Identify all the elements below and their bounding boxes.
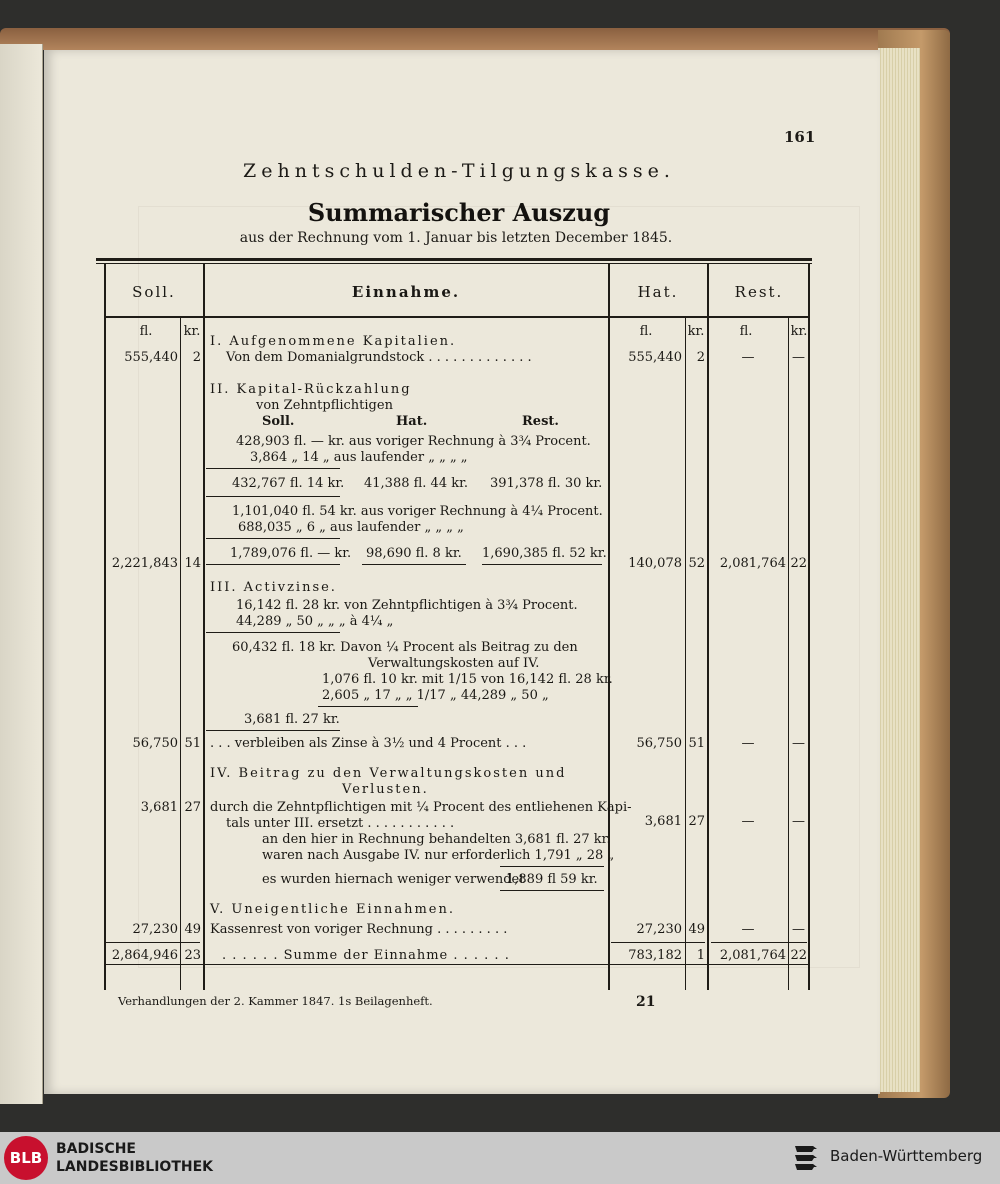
s4-line-5a: es wurden hiernach weniger verwendet xyxy=(262,872,525,887)
s2-col-rest: Rest. xyxy=(522,414,559,429)
library-name-line-1: BADISCHE xyxy=(56,1141,136,1157)
s4-rest-kr: — xyxy=(792,814,805,829)
rule-left xyxy=(104,264,106,990)
s2-sum1-rest: 391,378 fl. 30 kr. xyxy=(490,476,603,491)
section-5-heading: V. Uneigentliche Einnahmen. xyxy=(210,902,456,917)
s2-rest-fl: 2,081,764 xyxy=(719,556,786,571)
hat-kr-label: kr. xyxy=(687,324,705,339)
s2-rest-kr: 22 xyxy=(790,556,807,571)
s1-rest: — xyxy=(741,350,755,365)
soll-fl-label: fl. xyxy=(139,324,153,339)
page-subtitle: aus der Rechnung vom 1. Januar bis letzten December 1845. xyxy=(239,230,673,246)
s3-line-7: . . . verbleiben als Zinse à 3½ und 4 Procent . . . xyxy=(210,736,527,751)
rule-rest-kr xyxy=(788,318,789,990)
s3-line-6: 3,681 fl. 27 kr. xyxy=(244,712,340,727)
section-1-text: Von dem Domanialgrundstock . . . . . . . . . . . . . xyxy=(226,350,532,365)
s2-line-2: 3,864 „ 14 „ aus laufender „ „ „ „ xyxy=(250,450,468,465)
s3-line-2: 44,289 „ 50 „ „ „ à 4¼ „ xyxy=(236,614,394,629)
section-2-sub: von Zehntpflichtigen xyxy=(256,398,393,413)
s2-line-1: 428,903 fl. — kr. aus voriger Rechnung à 3¾ Procent. xyxy=(236,434,591,449)
s2-col-hat: Hat. xyxy=(396,414,428,429)
kasse-heading: Zehntschulden-Tilgungskasse. xyxy=(243,160,675,182)
s1-hat-kr: 2 xyxy=(696,350,705,365)
s4-hat-fl: 3,681 xyxy=(644,814,682,829)
rest-sum-rule xyxy=(711,942,807,943)
s5-soll-kr: 49 xyxy=(184,922,201,937)
s5-soll-fl: 27,230 xyxy=(132,922,178,937)
s2-col-soll: Soll. xyxy=(262,414,295,429)
header-rest: Rest. xyxy=(734,283,784,301)
branding-bar xyxy=(0,1132,1000,1184)
s3-line-4: 1,076 fl. 10 kr. mit 1/15 von 16,142 fl. 28 kr. xyxy=(322,672,613,687)
rule-right xyxy=(808,264,810,990)
rule-hat-right xyxy=(707,264,709,990)
s4-line-2: tals unter III. ersetzt . . . . . . . . . . . xyxy=(226,816,455,831)
s5-rest-kr: — xyxy=(792,922,805,937)
soll-kr-label: kr. xyxy=(183,324,201,339)
total-text: . . . . . . Summe der Einnahme . . . . . . xyxy=(222,948,510,963)
s3-rest: — xyxy=(741,736,755,751)
soll-sum-rule xyxy=(106,942,200,943)
s2-soll-kr: 14 xyxy=(184,556,201,571)
section-4-heading-1: IV. Beitrag zu den Verwaltungskosten und xyxy=(210,766,567,781)
s3-line-5: 2,605 „ 17 „ „ 1/17 „ 44,289 „ 50 „ xyxy=(322,688,549,703)
book-cover-top xyxy=(0,28,950,50)
hat-sum-rule xyxy=(611,942,705,943)
s4-soll-fl: 3,681 xyxy=(140,800,178,815)
s2-rule-4b xyxy=(362,564,466,565)
s2-sum2-rest: 1,690,385 fl. 52 kr. xyxy=(482,546,607,561)
s2-rule-1 xyxy=(206,468,340,469)
s4-hat-kr: 27 xyxy=(688,814,705,829)
s4-line-3: an den hier in Rechnung behandelten 3,681 fl. 27 kr. xyxy=(262,832,611,847)
rule-text-right xyxy=(608,264,610,990)
s1-rest-kr: — xyxy=(792,350,805,365)
rule-soll-kr xyxy=(180,318,181,990)
s3-rule-3 xyxy=(206,730,340,731)
total-rest-kr: 22 xyxy=(790,948,807,963)
s3-rule-1 xyxy=(206,632,340,633)
s2-rule-3 xyxy=(206,538,340,539)
s2-sum1-soll: 432,767 fl. 14 kr. xyxy=(232,476,345,491)
s1-soll-kr: 2 xyxy=(192,350,201,365)
total-rest-fl: 2,081,764 xyxy=(719,948,786,963)
s3-line-3b: Verwaltungskosten auf IV. xyxy=(368,656,540,671)
library-name-line-2: LANDESBIBLIOTHEK xyxy=(56,1159,214,1175)
s5-text: Kassenrest von voriger Rechnung . . . . . . . . . xyxy=(210,922,508,937)
s2-hat-kr: 52 xyxy=(688,556,705,571)
s2-hat-fl: 140,078 xyxy=(628,556,682,571)
s3-hat-kr: 51 xyxy=(688,736,705,751)
s1-soll-fl: 555,440 xyxy=(124,350,178,365)
s2-line-3: 1,101,040 fl. 54 kr. aus voriger Rechnung à 4¼ Procent. xyxy=(232,504,603,519)
signature-number: 21 xyxy=(636,994,656,1010)
s1-hat-fl: 555,440 xyxy=(628,350,682,365)
rule-hat-kr xyxy=(685,318,686,990)
s5-hat-kr: 49 xyxy=(688,922,705,937)
s3-rule-2 xyxy=(318,706,418,707)
rest-kr-label: kr. xyxy=(790,324,808,339)
page-title: Summarischer Auszug xyxy=(307,198,611,227)
s3-soll-fl: 56,750 xyxy=(132,736,178,751)
s3-hat-fl: 56,750 xyxy=(636,736,682,751)
section-3-heading: III. Activzinse. xyxy=(210,580,337,595)
s4-soll-kr: 27 xyxy=(184,800,201,815)
s5-rest: — xyxy=(741,922,755,937)
account-table xyxy=(96,258,812,990)
s2-rule-2 xyxy=(206,496,340,497)
total-soll-kr: 23 xyxy=(184,948,201,963)
s3-soll-kr: 51 xyxy=(184,736,201,751)
blb-logo[interactable]: BLB xyxy=(4,1136,48,1180)
total-hat-fl: 783,182 xyxy=(628,948,682,963)
s2-sum1-hat: 41,388 fl. 44 kr. xyxy=(364,476,469,491)
region-name[interactable]: Baden-Württemberg xyxy=(830,1147,983,1165)
s2-sum2-hat: 98,690 fl. 8 kr. xyxy=(366,546,462,561)
s4-line-4: waren nach Ausgabe IV. nur erforderlich 1,791 „ 28 „ xyxy=(262,848,615,863)
table-top-rule xyxy=(96,258,812,261)
section-1-heading: I. Aufgenommene Kapitalien. xyxy=(210,334,457,349)
library-name[interactable] xyxy=(56,1140,213,1176)
s2-line-4: 688,035 „ 6 „ aus laufender „ „ „ „ xyxy=(238,520,464,535)
s2-sum2-soll: 1,789,076 fl. — kr. xyxy=(230,546,352,561)
s2-rule-4c xyxy=(482,564,602,565)
page-number: 161 xyxy=(784,128,816,146)
header-soll: Soll. xyxy=(132,283,176,301)
s3-line-3a: 60,432 fl. 18 kr. Davon ¼ Procent als Beitrag zu den xyxy=(232,640,578,655)
total-hat-kr: 1 xyxy=(696,948,705,963)
s5-hat-fl: 27,230 xyxy=(636,922,682,937)
section-4-heading-2: Verlusten. xyxy=(342,782,429,797)
lion-crest-icon xyxy=(792,1142,822,1174)
s3-line-1: 16,142 fl. 28 kr. von Zehntpflichtigen à 3¾ Procent. xyxy=(236,598,578,613)
s4-rule-2 xyxy=(500,890,604,891)
header-einnahme: Einnahme. xyxy=(351,283,461,301)
total-rule xyxy=(104,964,810,965)
header-hat: Hat. xyxy=(637,283,679,301)
s4-rule-1 xyxy=(500,866,604,867)
s4-rest: — xyxy=(741,814,755,829)
s4-line-5b: 1,889 fl 59 kr. xyxy=(506,872,598,887)
page-footer: Verhandlungen der 2. Kammer 1847. 1s Beilagenheft. xyxy=(118,994,433,1008)
s2-soll-fl: 2,221,843 xyxy=(111,556,178,571)
rest-fl-label: fl. xyxy=(739,324,753,339)
header-rule xyxy=(104,316,810,318)
section-2-heading: II. Kapital-Rückzahlung xyxy=(210,382,412,397)
s3-rest-kr: — xyxy=(792,736,805,751)
rule-soll-right xyxy=(203,264,205,990)
s2-rule-4a xyxy=(206,564,340,565)
hat-fl-label: fl. xyxy=(639,324,653,339)
s4-line-1: durch die Zehntpflichtigen mit ¼ Procent des entliehenen Kapi- xyxy=(210,800,632,815)
total-soll-fl: 2,864,946 xyxy=(111,948,178,963)
